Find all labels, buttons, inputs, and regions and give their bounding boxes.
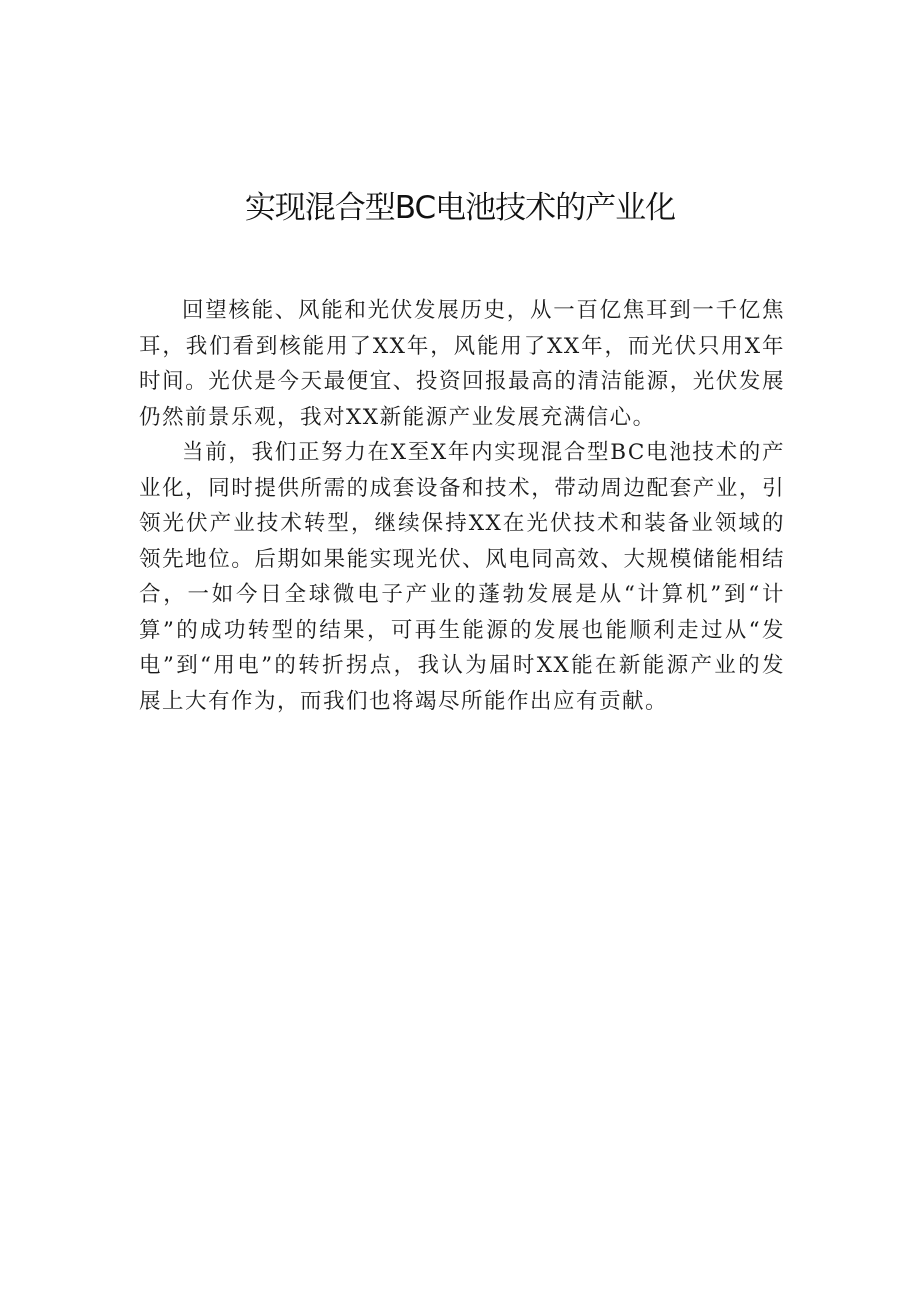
- paragraph-2: 当前，我们正努力在X至X年内实现混合型BC电池技术的产业化，同时提供所需的成套设备和技术，带动周边配套产业，引领光伏产业技术转型，继续保持XX在光伏技术和装备业领域的领先地位。后期如果能实现光伏、风电同高效、大规模储能相结合，一如今日全球微电子产业的蓬勃发展是从“计算机”到“计算”的成功转型的结果，可再生能源的发展也能顺利走过从“发电”到“用电”的转折拐点，我认为届时XX能在新能源产业的发展上大有作为，而我们也将竭尽所能作出应有贡献。: [139, 440, 785, 714]
- paragraph-1: 回望核能、风能和光伏发展历史，从一百亿焦耳到一千亿焦耳，我们看到核能用了XX年，风能用了XX年，而光伏只用X年时间。光伏是今天最便宜、投资回报最高的清洁能源，光伏发展仍然前景乐观，我对XX新能源产业发展充满信心。: [139, 298, 785, 430]
- document-title: 实现混合型BC电池技术的产业化: [244, 190, 676, 226]
- document-body: [139, 293, 785, 719]
